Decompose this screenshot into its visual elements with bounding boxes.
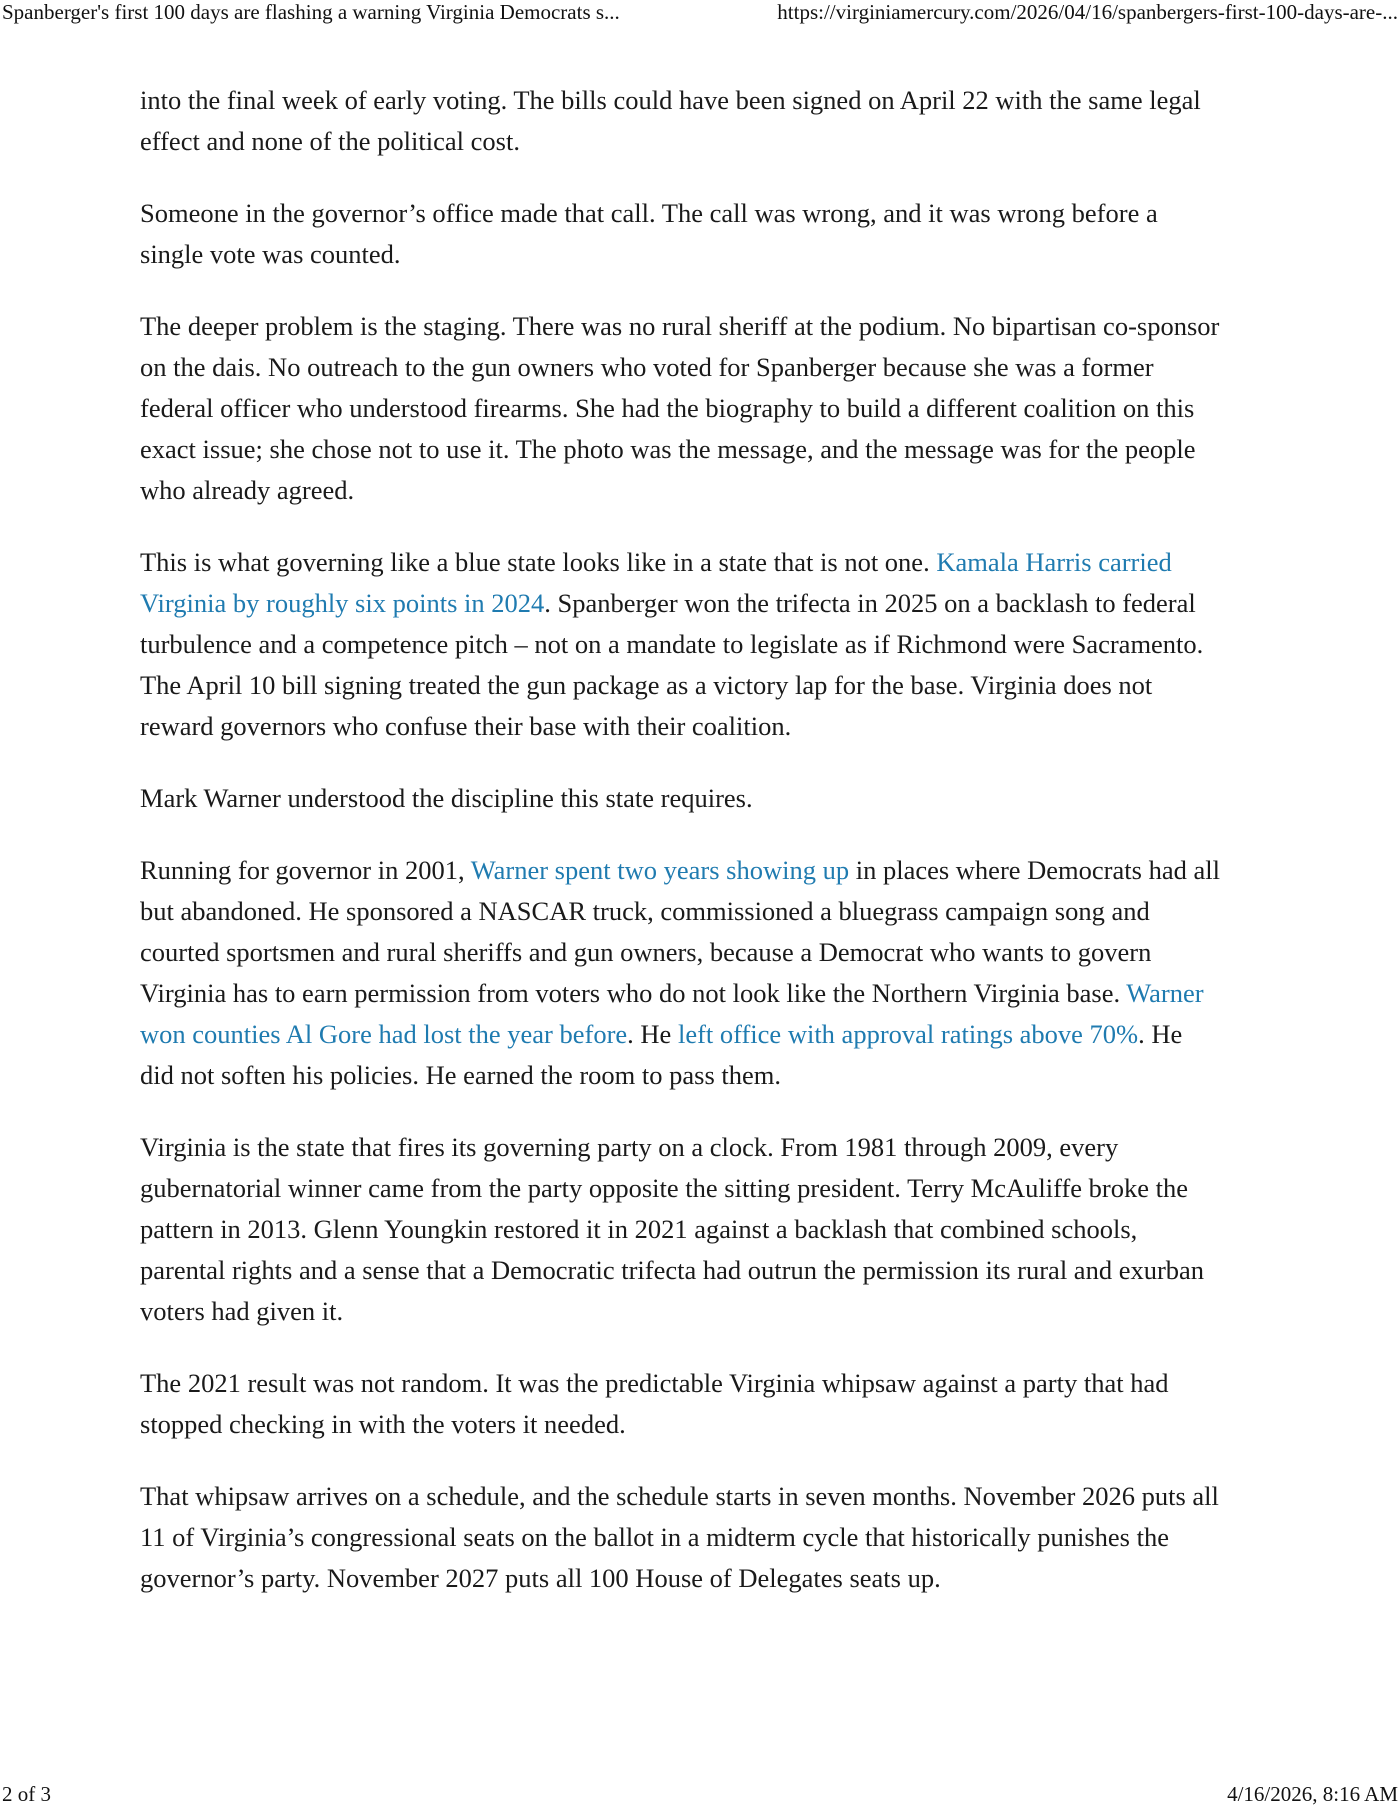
paragraph-text: Mark Warner understood the discipline this state requires. xyxy=(140,783,753,813)
paragraph-text: . He did not soften his policies. He earned the room to pass them. xyxy=(140,1019,1183,1090)
paragraph-7 xyxy=(140,1127,1220,1332)
paragraph-1 xyxy=(140,80,1220,162)
paragraph-text: Virginia is the state that fires its governing party on a clock. From 1981 through 2009, every gubernatorial winner came from the party opposite the sitting president. Terry McAuliffe broke the pattern in 2013. Glenn Youngkin restored it in 2021 against a backlash that combined schools, parental rights and a sense that a Democratic trifecta had outrun the permission its rural and exurban voters had given it. xyxy=(140,1132,1205,1326)
paragraph-text: Running for governor in 2001, xyxy=(140,855,471,885)
paragraph-text: into the final week of early voting. The bills could have been signed on April 22 with the same legal effect and none of the political cost. xyxy=(140,85,1201,156)
print-footer xyxy=(0,1782,1400,1811)
paragraph-text: The 2021 result was not random. It was the predictable Virginia whipsaw against a party that had stopped checking in with the voters it needed. xyxy=(140,1368,1169,1439)
paragraph-text: in places where Democrats had all but abandoned. He sponsored a NASCAR truck, commissioned a bluegrass campaign song and courted sportsmen and rural sheriffs and gun owners, because a Democrat who wants to govern Virginia has to earn permission from voters who do not look like the Northern Virginia base. xyxy=(140,855,1220,1008)
footer-page-number: 2 of 3 xyxy=(2,1782,51,1806)
link-warner-showing-up[interactable]: Warner spent two years showing up xyxy=(470,855,850,885)
paragraph-text: That whipsaw arrives on a schedule, and the schedule starts in seven months. November 2026 puts all 11 of Virginia’s congressional seats on the ballot in a midterm cycle that historically punishes the governor’s party. November 2027 puts all 100 House of Delegates seats up. xyxy=(140,1481,1219,1593)
paragraph-3 xyxy=(140,306,1220,511)
paragraph-text: This is what governing like a blue state looks like in a state that is not one. xyxy=(140,547,937,577)
paragraph-6 xyxy=(140,850,1220,1096)
article-body xyxy=(140,80,1220,1630)
footer-datetime: 4/16/2026, 8:16 AM xyxy=(1227,1782,1398,1806)
link-harris-carried-virginia[interactable]: Kamala Harris carried Virginia by roughly six points in 2024 xyxy=(140,547,1172,618)
link-warner-won-counties[interactable]: Warner won counties Al Gore had lost the year before xyxy=(140,978,1204,1049)
paragraph-text: . Spanberger won the trifecta in 2025 on a backlash to federal turbulence and a competence pitch – not on a mandate to legislate as if Richmond were Sacramento. The April 10 bill signing treated the gun package as a victory lap for the base. Virginia does not reward governors who confuse their base with their coalition. xyxy=(140,588,1204,741)
paragraph-4 xyxy=(140,542,1220,747)
print-header xyxy=(0,0,1400,30)
paragraph-text: Someone in the governor’s office made that call. The call was wrong, and it was wrong before a single vote was counted. xyxy=(140,198,1158,269)
paragraph-2 xyxy=(140,193,1220,275)
paragraph-text: The deeper problem is the staging. There was no rural sheriff at the podium. No bipartisan co-sponsor on the dais. No outreach to the gun owners who voted for Spanberger because she was a former federal officer who understood firearms. She had the biography to build a different coalition on this exact issue; she chose not to use it. The photo was the message, and the message was for the people who already agreed. xyxy=(140,311,1220,505)
paragraph-9 xyxy=(140,1476,1220,1599)
link-warner-approval-ratings[interactable]: left office with approval ratings above 70% xyxy=(677,1019,1139,1049)
paragraph-text: . He xyxy=(627,1019,678,1049)
header-page-title: Spanberger's first 100 days are flashing a warning Virginia Democrats s... xyxy=(2,0,620,24)
header-page-url: https://virginiamercury.com/2026/04/16/spanbergers-first-100-days-are-... xyxy=(777,0,1398,24)
paragraph-8 xyxy=(140,1363,1220,1445)
paragraph-5 xyxy=(140,778,1220,819)
